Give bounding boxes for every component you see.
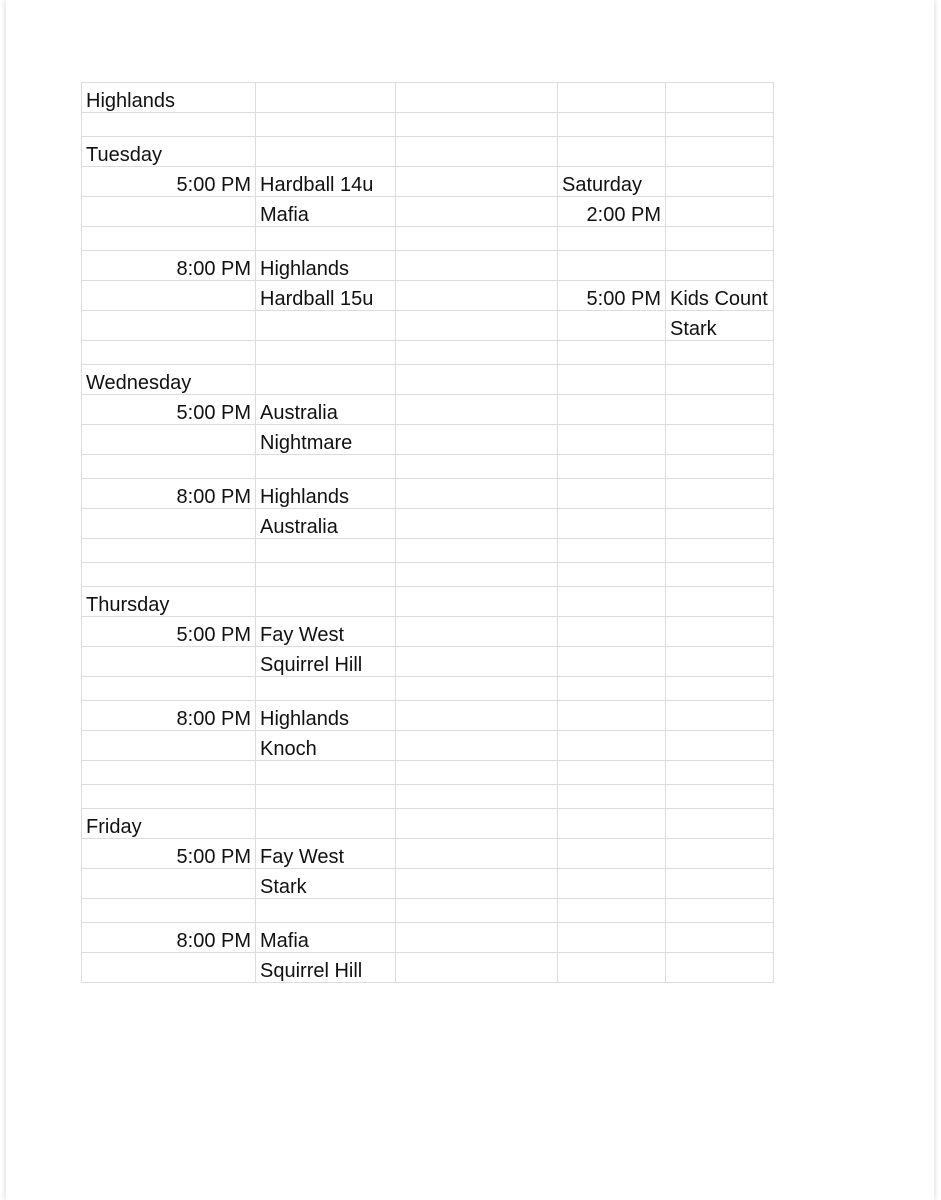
- table-cell[interactable]: [82, 869, 256, 899]
- table-cell[interactable]: [396, 365, 558, 395]
- table-cell[interactable]: [82, 953, 256, 983]
- table-cell[interactable]: [396, 587, 558, 617]
- table-cell[interactable]: Stark: [256, 869, 396, 899]
- table-cell[interactable]: [558, 587, 666, 617]
- table-row: [82, 311, 774, 341]
- table-cell[interactable]: [558, 251, 666, 281]
- table-row: [82, 869, 774, 899]
- table-cell[interactable]: [666, 341, 774, 365]
- table-cell[interactable]: Knoch: [256, 731, 396, 761]
- table-cell[interactable]: [396, 311, 558, 341]
- table-cell[interactable]: [666, 227, 774, 251]
- table-cell[interactable]: [396, 563, 558, 587]
- table-cell[interactable]: Highlands: [256, 251, 396, 281]
- table-cell[interactable]: Squirrel Hill: [256, 953, 396, 983]
- table-cell[interactable]: [396, 509, 558, 539]
- table-cell[interactable]: [666, 869, 774, 899]
- table-cell[interactable]: [396, 785, 558, 809]
- table-row: [82, 761, 774, 785]
- table-cell[interactable]: [666, 365, 774, 395]
- table-cell[interactable]: [558, 647, 666, 677]
- table-cell[interactable]: 8:00 PM: [82, 701, 256, 731]
- table-cell[interactable]: [666, 251, 774, 281]
- table-cell[interactable]: [558, 761, 666, 785]
- table-row: [82, 953, 774, 983]
- table-row: [82, 923, 774, 953]
- table-row: [82, 227, 774, 251]
- table-cell[interactable]: [396, 113, 558, 137]
- table-cell[interactable]: [666, 785, 774, 809]
- table-cell[interactable]: [666, 137, 774, 167]
- table-cell[interactable]: [396, 167, 558, 197]
- table-cell[interactable]: [82, 113, 256, 137]
- table-cell[interactable]: [396, 137, 558, 167]
- table-row: [82, 677, 774, 701]
- table-cell[interactable]: 5:00 PM: [558, 281, 666, 311]
- table-cell[interactable]: [666, 617, 774, 647]
- table-cell[interactable]: [396, 341, 558, 365]
- table-cell[interactable]: [82, 341, 256, 365]
- table-row: [82, 809, 774, 839]
- table-cell[interactable]: [666, 395, 774, 425]
- table-cell[interactable]: 5:00 PM: [82, 167, 256, 197]
- table-cell[interactable]: [396, 251, 558, 281]
- table-cell[interactable]: [396, 617, 558, 647]
- table-cell[interactable]: [256, 677, 396, 701]
- table-cell[interactable]: [396, 83, 558, 113]
- table-cell[interactable]: [558, 395, 666, 425]
- table-cell[interactable]: [256, 365, 396, 395]
- table-cell[interactable]: [666, 587, 774, 617]
- table-cell[interactable]: [256, 83, 396, 113]
- table-cell[interactable]: [558, 227, 666, 251]
- table-cell[interactable]: [666, 83, 774, 113]
- table-cell[interactable]: [666, 197, 774, 227]
- table-cell[interactable]: [666, 455, 774, 479]
- table-cell[interactable]: [666, 479, 774, 509]
- table-cell[interactable]: [558, 83, 666, 113]
- table-cell[interactable]: Tuesday: [82, 137, 256, 167]
- table-cell[interactable]: [396, 395, 558, 425]
- table-cell[interactable]: [256, 785, 396, 809]
- schedule-table: [81, 82, 774, 983]
- table-cell[interactable]: 8:00 PM: [82, 251, 256, 281]
- table-cell[interactable]: [82, 539, 256, 563]
- table-row: [82, 587, 774, 617]
- table-row: [82, 701, 774, 731]
- table-cell[interactable]: Highlands: [256, 479, 396, 509]
- table-cell[interactable]: [396, 923, 558, 953]
- table-cell[interactable]: [82, 509, 256, 539]
- table-cell[interactable]: [558, 701, 666, 731]
- table-row: [82, 731, 774, 761]
- table-cell[interactable]: [396, 869, 558, 899]
- table-row: [82, 539, 774, 563]
- table-cell[interactable]: Australia: [256, 509, 396, 539]
- table-cell[interactable]: [396, 953, 558, 983]
- table-cell[interactable]: [666, 953, 774, 983]
- table-cell[interactable]: Highlands: [82, 83, 256, 113]
- table-cell[interactable]: [256, 341, 396, 365]
- table-cell[interactable]: [558, 731, 666, 761]
- table-cell[interactable]: 5:00 PM: [82, 617, 256, 647]
- table-cell[interactable]: [396, 731, 558, 761]
- table-cell[interactable]: [396, 281, 558, 311]
- table-cell[interactable]: [396, 425, 558, 455]
- table-cell[interactable]: [256, 761, 396, 785]
- table-cell[interactable]: Fay West: [256, 839, 396, 869]
- table-cell[interactable]: [558, 311, 666, 341]
- table-cell[interactable]: Fay West: [256, 617, 396, 647]
- table-cell[interactable]: [558, 137, 666, 167]
- table-cell[interactable]: 5:00 PM: [82, 395, 256, 425]
- table-row: [82, 425, 774, 455]
- table-cell[interactable]: Squirrel Hill: [256, 647, 396, 677]
- table-cell[interactable]: Mafia: [256, 923, 396, 953]
- schedule-table-body: [82, 83, 774, 983]
- table-row: [82, 83, 774, 113]
- table-cell[interactable]: [256, 113, 396, 137]
- table-cell[interactable]: [558, 809, 666, 839]
- table-cell[interactable]: [396, 761, 558, 785]
- table-cell[interactable]: [666, 677, 774, 701]
- table-cell[interactable]: [558, 899, 666, 923]
- table-cell[interactable]: [558, 113, 666, 137]
- table-cell[interactable]: [666, 923, 774, 953]
- table-cell[interactable]: [82, 311, 256, 341]
- table-cell[interactable]: [82, 227, 256, 251]
- table-cell[interactable]: Highlands: [256, 701, 396, 731]
- table-cell[interactable]: [82, 731, 256, 761]
- table-row: [82, 365, 774, 395]
- table-row: [82, 167, 774, 197]
- table-row: [82, 839, 774, 869]
- table-cell[interactable]: [82, 563, 256, 587]
- table-cell[interactable]: Hardball 14u: [256, 167, 396, 197]
- table-cell[interactable]: [396, 647, 558, 677]
- table-cell[interactable]: [82, 455, 256, 479]
- table-cell[interactable]: [666, 761, 774, 785]
- table-cell[interactable]: [82, 761, 256, 785]
- table-cell[interactable]: [82, 677, 256, 701]
- table-row: [82, 899, 774, 923]
- table-cell[interactable]: [558, 425, 666, 455]
- table-cell[interactable]: [256, 563, 396, 587]
- table-cell[interactable]: [82, 899, 256, 923]
- table-row: [82, 395, 774, 425]
- table-row: [82, 341, 774, 365]
- table-row: [82, 479, 774, 509]
- table-cell[interactable]: [558, 617, 666, 647]
- table-cell[interactable]: Friday: [82, 809, 256, 839]
- table-cell[interactable]: [396, 227, 558, 251]
- table-row: [82, 785, 774, 809]
- table-cell[interactable]: Kids Count: [666, 281, 774, 311]
- table-cell[interactable]: [396, 899, 558, 923]
- table-row: [82, 113, 774, 137]
- table-row: [82, 563, 774, 587]
- table-cell[interactable]: [256, 137, 396, 167]
- table-cell[interactable]: [396, 677, 558, 701]
- table-cell[interactable]: [666, 839, 774, 869]
- table-cell[interactable]: Thursday: [82, 587, 256, 617]
- table-row: [82, 197, 774, 227]
- table-cell[interactable]: 2:00 PM: [558, 197, 666, 227]
- table-cell[interactable]: [666, 509, 774, 539]
- table-cell[interactable]: [82, 281, 256, 311]
- table-row: [82, 281, 774, 311]
- table-cell[interactable]: [666, 731, 774, 761]
- table-cell[interactable]: [558, 953, 666, 983]
- table-cell[interactable]: [256, 899, 396, 923]
- table-cell[interactable]: [82, 647, 256, 677]
- table-cell[interactable]: [666, 899, 774, 923]
- table-row: [82, 617, 774, 647]
- table-cell[interactable]: [396, 809, 558, 839]
- table-cell[interactable]: [558, 509, 666, 539]
- table-cell[interactable]: [82, 197, 256, 227]
- table-cell[interactable]: [558, 539, 666, 563]
- table-row: [82, 647, 774, 677]
- table-cell[interactable]: 8:00 PM: [82, 479, 256, 509]
- table-cell[interactable]: [558, 677, 666, 701]
- table-cell[interactable]: [396, 197, 558, 227]
- table-cell[interactable]: [558, 563, 666, 587]
- table-cell[interactable]: [666, 809, 774, 839]
- table-row: [82, 251, 774, 281]
- table-cell[interactable]: Saturday: [558, 167, 666, 197]
- table-cell[interactable]: Australia: [256, 395, 396, 425]
- table-cell[interactable]: [558, 341, 666, 365]
- table-cell[interactable]: Hardball 15u: [256, 281, 396, 311]
- table-cell[interactable]: 5:00 PM: [82, 839, 256, 869]
- table-row: [82, 137, 774, 167]
- table-cell[interactable]: [666, 701, 774, 731]
- table-cell[interactable]: [256, 311, 396, 341]
- table-cell[interactable]: [558, 365, 666, 395]
- table-cell[interactable]: [256, 455, 396, 479]
- table-cell[interactable]: 8:00 PM: [82, 923, 256, 953]
- table-cell[interactable]: [396, 539, 558, 563]
- table-cell[interactable]: [396, 455, 558, 479]
- table-cell[interactable]: [558, 479, 666, 509]
- table-cell[interactable]: Stark: [666, 311, 774, 341]
- table-cell[interactable]: [558, 869, 666, 899]
- table-cell[interactable]: Nightmare: [256, 425, 396, 455]
- table-cell[interactable]: [256, 539, 396, 563]
- table-cell[interactable]: [666, 647, 774, 677]
- table-cell[interactable]: [82, 425, 256, 455]
- table-cell[interactable]: [558, 923, 666, 953]
- table-cell[interactable]: [256, 809, 396, 839]
- table-cell[interactable]: [558, 455, 666, 479]
- table-row: [82, 455, 774, 479]
- table-cell[interactable]: [558, 839, 666, 869]
- table-cell[interactable]: [666, 113, 774, 137]
- table-cell[interactable]: Mafia: [256, 197, 396, 227]
- table-cell[interactable]: [396, 839, 558, 869]
- table-cell[interactable]: [82, 785, 256, 809]
- table-cell[interactable]: [666, 563, 774, 587]
- table-cell[interactable]: Wednesday: [82, 365, 256, 395]
- table-cell[interactable]: [396, 701, 558, 731]
- table-cell[interactable]: [666, 425, 774, 455]
- table-row: [82, 509, 774, 539]
- table-cell[interactable]: [666, 167, 774, 197]
- table-cell[interactable]: [558, 785, 666, 809]
- table-cell[interactable]: [256, 227, 396, 251]
- table-cell[interactable]: [666, 539, 774, 563]
- table-cell[interactable]: [256, 587, 396, 617]
- table-cell[interactable]: [396, 479, 558, 509]
